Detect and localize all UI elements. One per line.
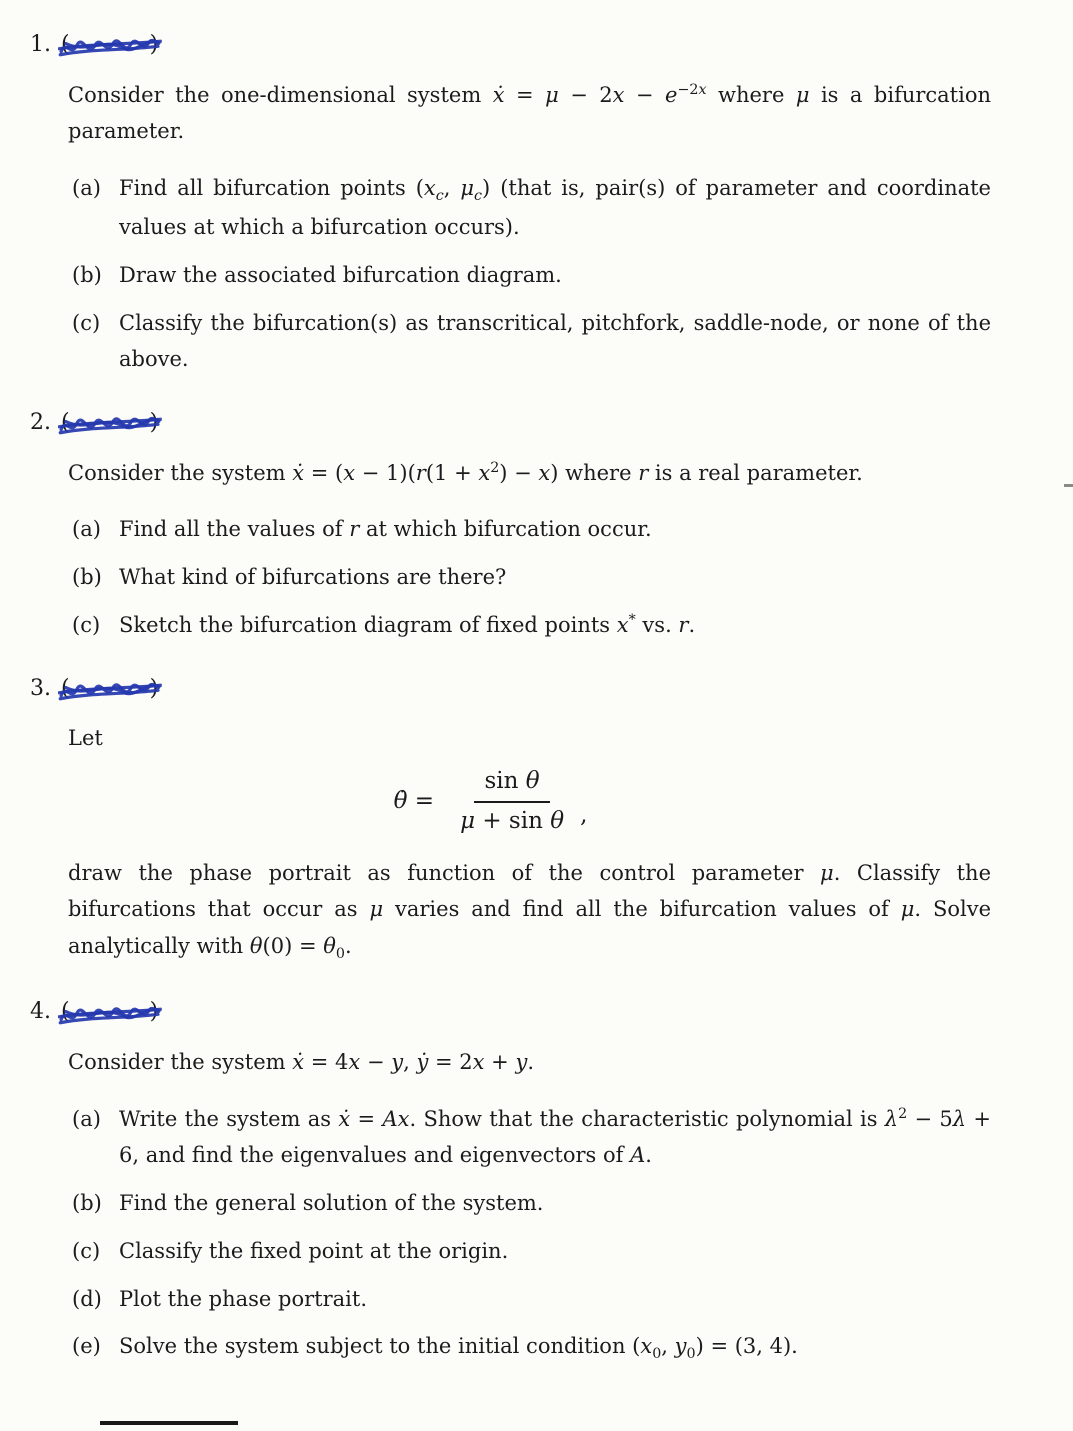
part-text: Solve the system subject to the initial condition ($x_0$, $y_0) = (3$, 4). (119, 1334, 798, 1363)
part-text: Find the general solution of the system. (119, 1191, 544, 1216)
part-row (72, 1185, 991, 1222)
problem-lead: Let (68, 726, 103, 751)
ink-scribble-icon (57, 410, 162, 444)
problem-2-parts (72, 511, 991, 643)
scan-artifact-bottom-line (100, 1421, 238, 1425)
part-label: (b) (72, 1191, 102, 1216)
equation-trailing-comma: , (580, 801, 588, 828)
part-text: Find all bifurcation points ($x_c$, $\mu_c$) (that is, pair(s) of parameter and coordinate values at which a bifurcation occurs). (119, 176, 991, 240)
part-row (72, 170, 991, 246)
part-row (72, 1328, 991, 1367)
paren-open: ( (61, 410, 70, 436)
ink-scribble-icon (57, 999, 162, 1033)
part-label: (d) (72, 1286, 102, 1311)
problem-1 (30, 26, 991, 378)
ink-scribble-icon (57, 31, 162, 65)
displayed-equation (30, 767, 951, 837)
fraction-numerator: sin θ (474, 767, 549, 803)
points-group (61, 404, 158, 443)
part-label: (a) (72, 1106, 101, 1131)
part-row (72, 559, 991, 596)
paren-close: ) (149, 675, 159, 701)
part-text: Draw the associated bifurcation diagram. (119, 262, 562, 287)
part-label: (c) (72, 612, 101, 637)
problem-number: 1. (30, 32, 51, 57)
part-row (72, 257, 991, 294)
part-label: (e) (72, 1334, 101, 1359)
part-text: Write the system as ẋ = Ax. Show that the characteristic polynomial is $\lambda^2 - 5\lambda + 6$, and find the eigenvalues and eigenvectors of A. (119, 1105, 991, 1168)
problem-1-header (30, 26, 991, 65)
part-label: (a) (72, 176, 101, 200)
part-text: Plot the phase portrait. (119, 1286, 367, 1311)
problem-intro: Consider the system ẋ = $(x - 1)(r(1 + x^2) - x)$ where r is a real parameter. (68, 459, 863, 485)
part-text: Find all the values of r at which bifurcation occur. (119, 517, 652, 542)
part-text: Classify the bifurcation(s) as transcritical, pitchfork, saddle-node, or none of the above. (119, 310, 991, 372)
points-group (61, 993, 158, 1032)
problem-number: 4. (30, 999, 51, 1025)
problem-intro: Consider the one-dimensional system ẋ = $\mu - 2x - e^{-2x}$ where μ is a bifurcation parameter. (68, 81, 992, 144)
part-text: Classify the fixed point at the origin. (119, 1238, 509, 1263)
part-row (72, 1101, 991, 1175)
part-label: (c) (72, 310, 101, 335)
points-group (61, 26, 158, 65)
fraction-denominator: μ + sin θ (460, 807, 565, 834)
problem-2 (30, 404, 991, 644)
paren-open: ( (61, 675, 70, 701)
part-text: What kind of bifurcations are there? (119, 565, 507, 590)
paren-close: ) (149, 410, 159, 436)
part-row (72, 305, 991, 379)
part-row (72, 511, 991, 548)
part-label: (b) (72, 262, 102, 287)
part-label: (b) (72, 565, 102, 590)
problem-3 (30, 670, 991, 968)
part-row (72, 1233, 991, 1270)
fraction (450, 767, 574, 837)
ink-scribble-icon (57, 675, 162, 709)
scan-artifact-right-dash (1064, 484, 1073, 487)
equation-lhs: θ̇ = (393, 787, 435, 814)
problem-body: draw the phase portrait as function of the control parameter μ. Classify the bifurcations that occur as μ varies and find all the bifurcation values of μ. Solve analytically with $\theta(0) = \theta_0$. (68, 860, 991, 963)
part-row (72, 607, 991, 644)
paren-close: ) (149, 32, 159, 57)
problem-number: 2. (30, 410, 51, 436)
paren-open: ( (61, 999, 70, 1025)
points-group (61, 670, 158, 709)
problem-number: 3. (30, 675, 51, 701)
problem-intro: Consider the system ẋ = 4x − y, ẏ = 2x + y. (68, 1049, 534, 1074)
part-label: (a) (72, 517, 101, 542)
problem-2-header (30, 404, 991, 443)
part-label: (c) (72, 1238, 101, 1263)
problem-1-parts (72, 170, 991, 378)
problem-4-header (30, 993, 991, 1032)
problem-4-parts (72, 1101, 991, 1368)
part-text: Sketch the bifurcation diagram of fixed points x* vs. r. (119, 611, 696, 637)
paren-open: ( (61, 32, 70, 57)
part-row (72, 1281, 991, 1318)
problem-4 (30, 993, 991, 1367)
problem-3-header (30, 670, 991, 709)
paren-close: ) (149, 999, 159, 1025)
